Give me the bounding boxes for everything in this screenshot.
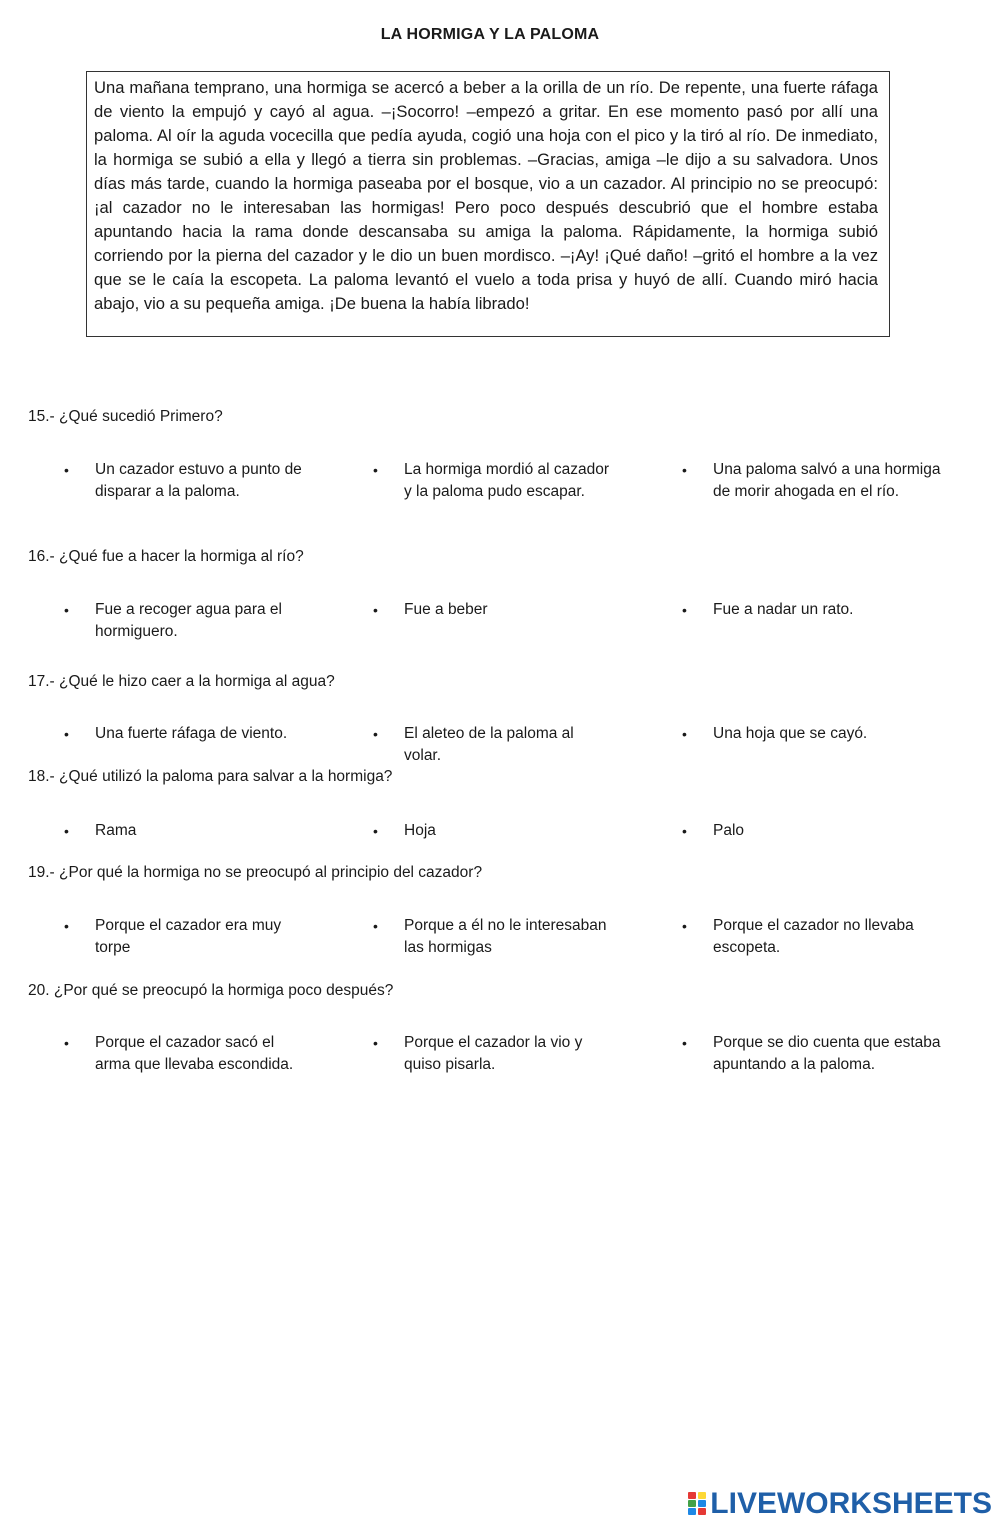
option[interactable] (369, 723, 614, 767)
liveworksheets-logo (688, 1487, 992, 1520)
option[interactable] (369, 459, 614, 503)
question-15: 15.- ¿Qué sucedió Primero? (28, 408, 223, 425)
bullet-icon: • (64, 1035, 69, 1051)
option-label: Porque el cazador la vio y quiso pisarla. (404, 1034, 583, 1073)
bullet-icon: • (682, 823, 687, 839)
bullet-icon: • (373, 602, 378, 618)
bullet-icon: • (373, 918, 378, 934)
option-label: Rama (95, 822, 137, 839)
option-label: Porque el cazador era muy torpe (95, 917, 282, 956)
bullet-icon: • (64, 726, 69, 742)
logo-square-1 (688, 1492, 696, 1499)
bullet-icon: • (373, 726, 378, 742)
question-16-options (60, 599, 960, 669)
option[interactable] (60, 820, 305, 842)
option[interactable] (60, 915, 305, 959)
option-label: Hoja (404, 822, 436, 839)
story-text: Una mañana temprano, una hormiga se acercó a beber a la orilla de un río. De repente, una fuerte ráfaga de viento la empujó y cayó al agua. –¡Socorro! –empezó a gritar. En ese momento pasó por allí una paloma. Al oír la aguda vocecilla que pedía ayuda, cogió una hoja con el pico y la tiró al río. De inmediato, la hormiga se subió a ella y llegó a tierra sin problemas. –Gracias, amiga –le dijo a su salvadora. Unos días más tarde, cuando la hormiga paseaba por el bosque, vio a un cazador. Al principio no se preocupó: ¡al cazador no le interesaban las hormigas! Pero poco después descubrió que el hombre estaba apuntando hacia la rama donde descansaba su amiga la paloma. Rápidamente, la hormiga subió corriendo por la pierna del cazador y le dio un buen mordisco. –¡Ay! ¡Qué daño! –gritó el hombre a la vez que se le caía la escopeta. La paloma levantó el vuelo a toda prisa y huyó de allí. Cuando miró hacia abajo, vio a su pequeña amiga. ¡De buena la había librado! (86, 71, 890, 337)
option-label: El aleteo de la paloma al volar. (404, 725, 574, 764)
option[interactable] (678, 1032, 948, 1076)
option-label: Palo (713, 822, 745, 839)
option[interactable] (369, 915, 614, 959)
bullet-icon: • (682, 1035, 687, 1051)
option-label: Porque el cazador sacó el arma que llevaba escondida. (95, 1034, 294, 1073)
question-16: 16.- ¿Qué fue a hacer la hormiga al río? (28, 548, 304, 565)
logo-text: LIVEWORKSHEETS (710, 1487, 992, 1520)
logo-square-2 (698, 1492, 706, 1499)
bullet-icon: • (64, 462, 69, 478)
option-label: Una paloma salvó a una hormiga de morir ahogada en el río. (713, 461, 941, 500)
option[interactable] (60, 599, 305, 643)
option[interactable] (678, 820, 948, 842)
option[interactable] (369, 1032, 614, 1076)
question-19: 19.- ¿Por qué la hormiga no se preocupó al principio del cazador? (28, 864, 483, 881)
option-label: La hormiga mordió al cazador y la paloma pudo escapar. (404, 461, 610, 500)
logo-square-4 (698, 1500, 706, 1507)
bullet-icon: • (373, 823, 378, 839)
bullet-icon: • (682, 462, 687, 478)
worksheet-title: LA HORMIGA Y LA PALOMA (380, 26, 600, 43)
bullet-icon: • (682, 918, 687, 934)
option-label: Una fuerte ráfaga de viento. (95, 725, 288, 742)
option[interactable] (369, 820, 614, 842)
logo-square-6 (698, 1508, 706, 1515)
bullet-icon: • (373, 1035, 378, 1051)
bullet-icon: • (682, 602, 687, 618)
option[interactable] (678, 723, 948, 745)
option[interactable] (369, 599, 614, 621)
option-label: Porque a él no le interesaban las hormigas (404, 917, 607, 956)
logo-square-5 (688, 1508, 696, 1515)
option-label: Una hoja que se cayó. (713, 725, 868, 742)
option-label: Fue a recoger agua para el hormiguero. (95, 601, 282, 640)
option[interactable] (60, 1032, 305, 1076)
question-15-options (60, 459, 960, 529)
option[interactable] (678, 915, 948, 959)
bullet-icon: • (64, 918, 69, 934)
question-20: 20. ¿Por qué se preocupó la hormiga poco después? (28, 982, 394, 999)
liveworksheets-mark-icon (688, 1492, 708, 1516)
question-18: 18.- ¿Qué utilizó la paloma para salvar a la hormiga? (28, 768, 393, 785)
option-label: Un cazador estuvo a punto de disparar a la paloma. (95, 461, 302, 500)
bullet-icon: • (64, 823, 69, 839)
bullet-icon: • (682, 726, 687, 742)
option[interactable] (678, 459, 948, 503)
option-label: Fue a beber (404, 601, 488, 618)
option-label: Porque el cazador no llevaba escopeta. (713, 917, 914, 956)
option-label: Fue a nadar un rato. (713, 601, 854, 618)
bullet-icon: • (373, 462, 378, 478)
option[interactable] (60, 459, 305, 503)
bullet-icon: • (64, 602, 69, 618)
option[interactable] (678, 599, 948, 621)
logo-square-3 (688, 1500, 696, 1507)
question-17: 17.- ¿Qué le hizo caer a la hormiga al agua? (28, 673, 335, 690)
question-19-options (60, 915, 960, 985)
option[interactable] (60, 723, 305, 745)
option-label: Porque se dio cuenta que estaba apuntando a la paloma. (713, 1034, 941, 1073)
question-20-options (60, 1032, 960, 1102)
